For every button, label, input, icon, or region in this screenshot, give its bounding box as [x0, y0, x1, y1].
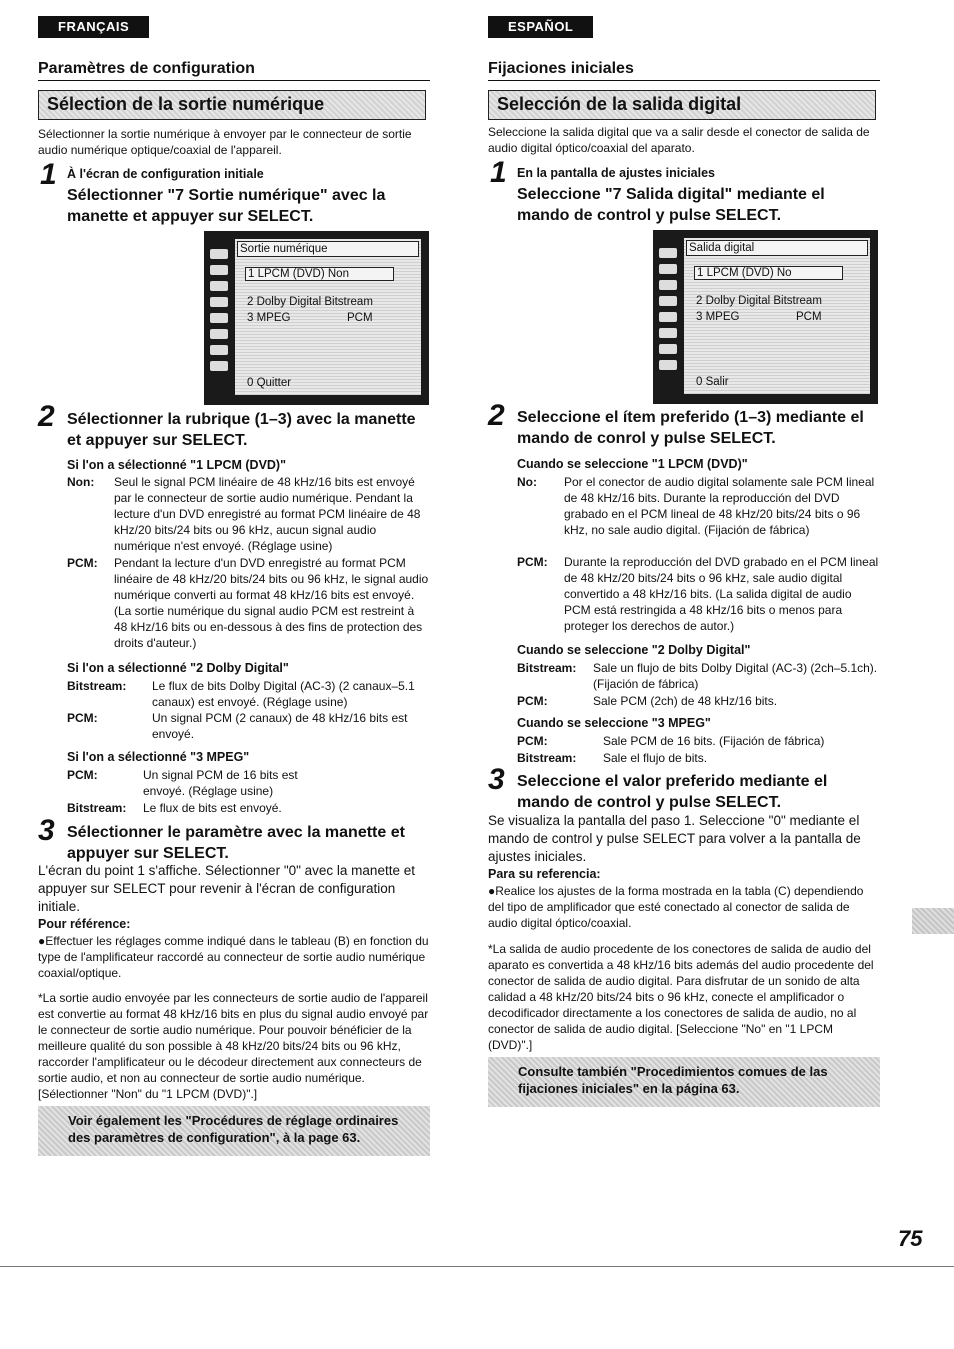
- menu-icons: [659, 248, 677, 376]
- topic-banner: Sélection de la sortie numérique: [38, 90, 426, 120]
- osd-quit: 0 Salir: [696, 376, 729, 388]
- reference-text: ●Realice los ajustes de la forma mostrada en la tabla (C) dependiendo del tipo de amplificador que esté conectado al conector de salida de audio digital óptico/coaxial.: [488, 884, 864, 930]
- group-heading: Cuando se seleccione "1 LPCM (DVD)": [517, 457, 748, 471]
- osd-option-1: 1 LPCM (DVD) Non: [245, 267, 394, 281]
- step-title: Seleccione el ítem preferido (1–3) mediante el mando de conrol y pulse SELECT.: [517, 409, 864, 447]
- footnote: *La sortie audio envoyée par les connecteurs de sortie audio de l'appareil est convertie au format 48 kHz/16 bits en plus du signal audio envoyé par le connecteur de sortie audio numérique. Pour pouvoir bénéficier de la meilleure qualité du son possible à 48 kHz/20 bits/24 bits ou 96 kHz, raccorder l'amplificateur ou le décodeur directement aux connecteurs de sortie audio, et non au connecteur de sortie audio numérique. [Sélectionner "Non" du "1 LPCM (DVD)".]: [38, 991, 429, 1101]
- group-heading: Si l'on a sélectionné "1 LPCM (DVD)": [67, 458, 287, 472]
- step-number: 1: [40, 158, 57, 191]
- definition-list: Bitstream: Le flux de bits Dolby Digital (AC-3) (2 canaux–5.1 canaux) est envoyé. (Réglage usine) PCM: Un signal PCM (2 canaux) de 48 kHz/16 bits est envoyé.: [67, 679, 415, 741]
- step-number: 3: [488, 763, 505, 796]
- step-number: 2: [488, 399, 505, 432]
- intro-text: Seleccione la salida digital que va a salir desde el conector de salida de audio digital óptico/coaxial del aparato.: [488, 125, 870, 155]
- osd-title: Salida digital: [686, 240, 868, 256]
- intro-text: Sélectionner la sortie numérique à envoyer par le connecteur de sortie audio numérique optique/coaxial de l'appareil.: [38, 127, 412, 157]
- step-subheading: À l'écran de configuration initiale: [67, 167, 264, 181]
- osd-quit: 0 Quitter: [247, 377, 292, 389]
- step-title: Seleccione "7 Salida digital" mediante el mando de control y pulse SELECT.: [517, 186, 825, 224]
- see-also-box: Voir également les "Procédures de réglage ordinaires des paramètres de configuration", à la page 63.: [38, 1106, 430, 1156]
- osd-option-2: 2 Dolby Digital Bitstream: [247, 296, 373, 308]
- step-title: Sélectionner le paramètre avec la manette et appuyer sur SELECT.: [67, 824, 405, 862]
- step-title: Sélectionner la rubrique (1–3) avec la manette et appuyer sur SELECT.: [67, 411, 416, 449]
- reference-heading: Pour référence:: [38, 917, 131, 931]
- reference-text: ●Effectuer les réglages comme indiqué dans le tableau (B) en fonction du type de l'amplificateur raccordé au connecteur de sortie audio numérique coaxial/optique.: [38, 934, 429, 980]
- step-number: 1: [490, 156, 507, 189]
- group-heading: Si l'on a sélectionné "3 MPEG": [67, 750, 250, 764]
- osd-title: Sortie numérique: [237, 241, 419, 257]
- step-subheading: En la pantalla de ajustes iniciales: [517, 166, 715, 180]
- section-heading: Fijaciones iniciales: [488, 60, 880, 81]
- group-heading: Cuando se seleccione "2 Dolby Digital": [517, 643, 751, 657]
- definition-list: No: Por el conector de audio digital solamente sale PCM lineal de 48 kHz/16 bits. Durante la reproducción del DVD grabado en el PCM lineal de 48 kHz/20 bits/24 bits o 96 kHz, no sale audio digital. (Fijación de fábrica) PCM: Durante la reproducción del DVD grabado en el PCM lineal de 48 kHz/20 bits/24 bits o 96 kHz, sale audio digital convertido a 48 kHz/16 bits. (La salida digital de audio PCM está restringida a 48 kHz/16 bits o menos para proteger los derechos de autor.): [517, 475, 879, 633]
- step-number: 3: [38, 814, 55, 847]
- definition-list: Non: Seul le signal PCM linéaire de 48 kHz/16 bits est envoyé par le connecteur de sortie audio numérique. Pendant la lecture d'un DVD enregistré au format PCM linéaire de 48 kHz/20 bits/24 bits ou 96 kHz, aucun signal audio numérique n'est envoyé. (Réglage usine) PCM: Pendant la lecture d'un DVD enregistré au format PCM linéaire de 48 kHz/20 bits/24 bits ou 96 kHz, le signal audio numérique converti au format 48 kHz/16 bits est envoyé. (La sortie numérique du signal audio PCM est restreint à 48 kHz/16 bits ou en-dessous à des fins de protection des droits d'auteur.): [67, 475, 429, 650]
- topic-banner: Selección de la salida digital: [488, 90, 876, 120]
- see-also-box: Consulte también "Procedimientos comues de las fijaciones iniciales" en la página 63.: [488, 1057, 880, 1107]
- step-text: L'écran du point 1 s'affiche. Sélectionner "0" avec la manette et appuyer sur SELECT pour revenir à l'écran de configuration initiale.: [38, 863, 415, 914]
- group-heading: Si l'on a sélectionné "2 Dolby Digital": [67, 661, 289, 675]
- osd-screen: [653, 230, 878, 404]
- osd-option-2: 2 Dolby Digital Bitstream: [696, 295, 822, 307]
- reference-heading: Para su referencia:: [488, 867, 601, 881]
- osd-option-3: 3 MPEG PCM: [247, 312, 373, 324]
- step-text: Se visualiza la pantalla del paso 1. Seleccione "0" mediante el mando de control y pulse SELECT para volver a la pantalla de ajustes iniciales.: [488, 813, 861, 864]
- section-heading: Paramètres de configuration: [38, 60, 430, 81]
- definition-list: PCM: Sale PCM de 16 bits. (Fijación de fábrica) Bitstream: Sale el flujo de bits.: [517, 734, 825, 765]
- step-number: 2: [38, 400, 55, 433]
- step-title: Sélectionner "7 Sortie numérique" avec la manette et appuyer sur SELECT.: [67, 187, 386, 225]
- step-title: Seleccione el valor preferido mediante el mando de control y pulse SELECT.: [517, 773, 828, 811]
- group-heading: Cuando se seleccione "3 MPEG": [517, 716, 711, 730]
- osd-panel: [235, 239, 421, 395]
- menu-icons: [210, 249, 228, 377]
- definition-list: PCM: Un signal PCM de 16 bits est envoyé. (Réglage usine) Bitstream: Le flux de bits est envoyé.: [67, 768, 298, 815]
- side-tab-marker: [912, 908, 954, 934]
- osd-panel: [684, 238, 870, 394]
- language-tab-french: FRANÇAIS: [38, 16, 149, 38]
- osd-option-3: 3 MPEG PCM: [696, 311, 822, 323]
- osd-screen: [204, 231, 429, 405]
- footnote: *La salida de audio procedente de los conectores de salida de audio del aparato es convertida a 48 kHz/16 bits además del audio procedente del conector de salida de audio digital. Para disfrutar de un sonido de alta calidad a 48 kHz/20 bits/24 bits o 96 kHz, conecte el amplificador o decodificador directamente a los conectores de salida de audio, no al conector de salida de audio digital. [Seleccione "No" en "1 LPCM (DVD)".]: [488, 942, 874, 1052]
- osd-option-1: 1 LPCM (DVD) No: [694, 266, 843, 280]
- page-number: 75: [898, 1226, 923, 1251]
- language-tab-spanish: ESPAÑOL: [488, 16, 593, 38]
- bottom-rule: [0, 1266, 954, 1267]
- definition-list: Bitstream: Sale un flujo de bits Dolby Digital (AC-3) (2ch–5.1ch). (Fijación de fábrica) PCM: Sale PCM (2ch) de 48 kHz/16 bits.: [517, 661, 878, 708]
